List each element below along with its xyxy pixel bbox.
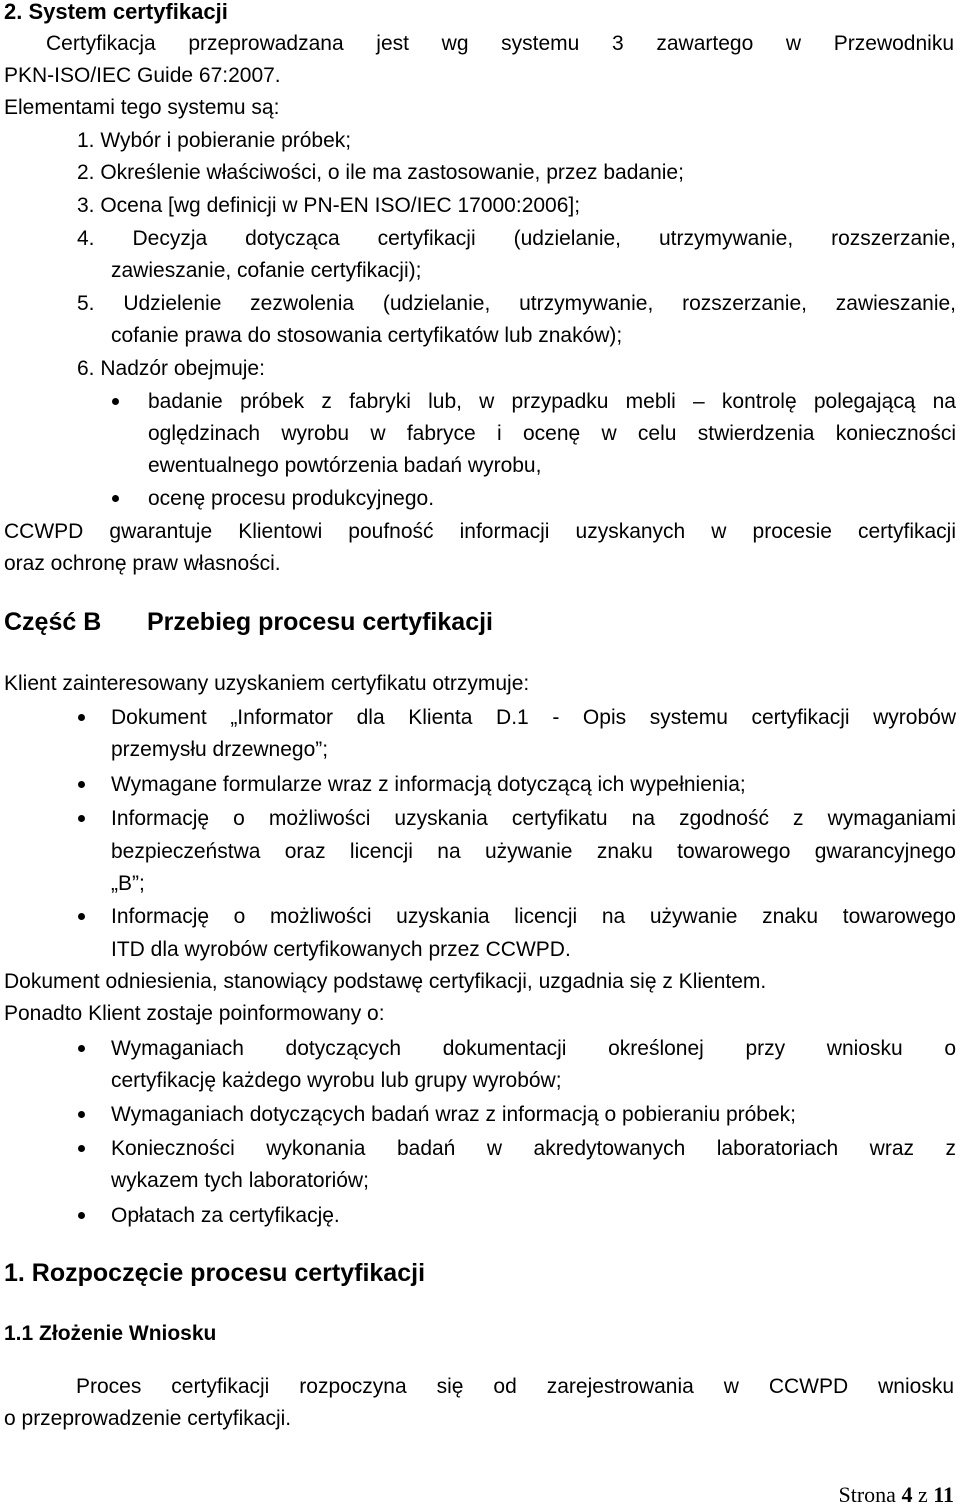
page-label: Strona [838,1482,896,1507]
receives-item-4-cont: ITD dla wyrobów certyfikowanych przez CCWPD. [111,938,571,961]
bullet-icon [78,714,85,721]
section-2-title: 2. System certyfikacji [4,0,228,24]
part-b-label: Część B [4,608,102,636]
section-1-1-subtitle: 1.1 Złożenie Wniosku [4,1322,217,1345]
total-pages: 11 [933,1482,954,1507]
bullet-icon [78,1111,85,1118]
bullet-icon [78,1145,85,1152]
page-of-label: z [917,1482,928,1507]
list-item-5: 5. Udzielenie zezwolenia (udzielanie, utrzymywanie, rozszerzanie, zawieszanie, [77,292,956,315]
elements-label: Elementami tego systemu są: [4,96,280,119]
bullet-icon [78,815,85,822]
informed-item-1-cont: certyfikację każdego wyrobu lub grupy wyrobów; [111,1069,562,1092]
receives-item-4: Informację o możliwości uzyskania licencji na używanie znaku towarowego [111,905,956,928]
section-1-1-text-line-2: o przeprowadzenie certyfikacji. [4,1407,292,1430]
client-intro: Klient zainteresowany uzyskaniem certyfikatu otrzymuje: [4,672,530,695]
supervision-item-1: badanie próbek z fabryki lub, w przypadku mebli – kontrolę polegającą na [148,390,956,413]
part-b-title: Przebieg procesu certyfikacji [147,608,493,636]
page-number [838,1480,954,1510]
receives-item-1-cont: przemysłu drzewnego”; [111,738,329,761]
section-2-intro-line-2: PKN-ISO/IEC Guide 67:2007. [4,64,281,87]
section-1-title: 1. Rozpoczęcie procesu certyfikacji [4,1259,426,1287]
reference-document-line: Dokument odniesienia, stanowiący podstawę certyfikacji, uzgadnia się z Klientem. [4,970,767,993]
list-item-2: 2. Określenie właściwości, o ile ma zastosowanie, przez badanie; [77,161,684,184]
informed-item-4: Opłatach za certyfikację. [111,1204,340,1227]
list-item-1: 1. Wybór i pobieranie próbek; [77,129,352,152]
bullet-icon [78,1045,85,1052]
receives-item-3: Informację o możliwości uzyskania certyfikatu na zgodność z wymaganiami [111,807,956,830]
section-2-intro-line-1: Certyfikacja przeprowadzana jest wg systemu 3 zawartego w Przewodniku [46,32,954,55]
informed-item-3-cont: wykazem tych laboratoriów; [111,1169,369,1192]
supervision-item-1-cont: oględzinach wyrobu w fabryce i ocenę w celu stwierdzenia konieczności [148,422,956,445]
list-item-4: 4. Decyzja dotycząca certyfikacji (udzielanie, utrzymywanie, rozszerzanie, [77,227,956,250]
section-1-1-text-line-1: Proces certyfikacji rozpoczyna się od zarejestrowania w CCWPD wniosku [76,1375,954,1398]
ccwpd-guarantee-line-2: oraz ochronę praw własności. [4,552,281,575]
receives-item-1: Dokument „Informator dla Klienta D.1 - Opis systemu certyfikacji wyrobów [111,706,956,729]
informed-item-2: Wymaganiach dotyczących badań wraz z informacją o pobieraniu próbek; [111,1103,797,1126]
list-item-6: 6. Nadzór obejmuje: [77,357,265,380]
current-page: 4 [901,1482,913,1507]
list-item-4-cont: zawieszanie, cofanie certyfikacji); [111,259,422,282]
bullet-icon [78,781,85,788]
bullet-icon [112,398,119,405]
receives-item-3-cont: bezpieczeństwa oraz licencji na używanie znaku towarowego gwarancyjnego [111,840,956,863]
receives-item-2: Wymagane formularze wraz z informacją dotyczącą ich wypełnienia; [111,773,746,796]
list-item-3: 3. Ocena [wg definicji w PN-EN ISO/IEC 17000:2006]; [77,194,581,217]
supervision-item-2: ocenę procesu produkcyjnego. [148,487,435,510]
bullet-icon [112,495,119,502]
informed-item-3: Konieczności wykonania badań w akredytowanych laboratoriach wraz z [111,1137,956,1160]
bullet-icon [78,913,85,920]
informed-intro: Ponadto Klient zostaje poinformowany o: [4,1002,385,1025]
bullet-icon [78,1212,85,1219]
supervision-item-1-cont-2: ewentualnego powtórzenia badań wyrobu, [148,454,542,477]
ccwpd-guarantee-line-1: CCWPD gwarantuje Klientowi poufność informacji uzyskanych w procesie certyfikacji [4,520,956,543]
informed-item-1: Wymaganiach dotyczących dokumentacji określonej przy wniosku o [111,1037,956,1060]
list-item-5-cont: cofanie prawa do stosowania certyfikatów lub znaków); [111,324,623,347]
receives-item-3-cont-2: „B”; [111,872,145,895]
